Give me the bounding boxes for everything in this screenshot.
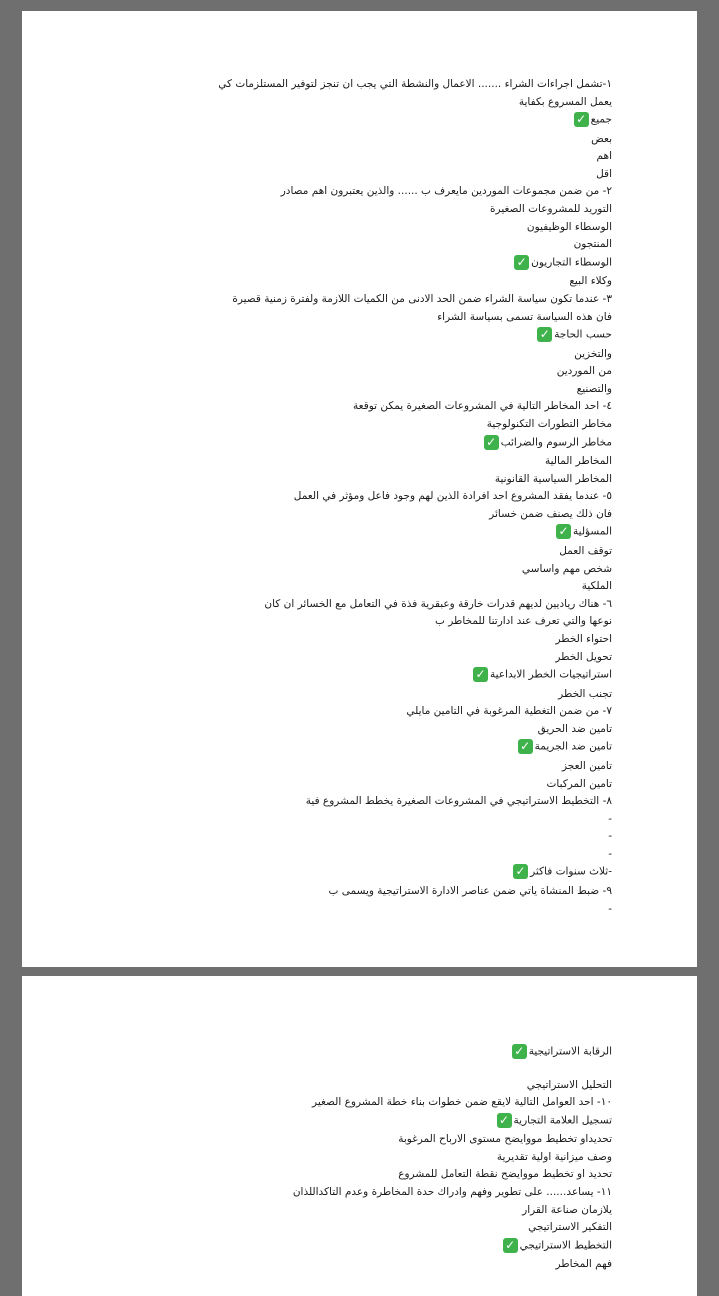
text-line (142, 1150, 612, 1165)
line-text: جميع (590, 113, 612, 126)
line-text: - (608, 902, 612, 915)
line-text: ٨- التخطيط الاستراتيجي في المشروعات الصغيرة يخطط المشروع فية (305, 795, 612, 808)
line-text: نوعها والتي تعرف عند ادارتنا للمخاطر ب (434, 615, 612, 628)
check-mark-icon: ✓ (513, 864, 528, 879)
line-text: تحويل الخطر (555, 650, 612, 663)
text-line (142, 579, 612, 594)
text-line (142, 1078, 612, 1093)
line-text: استراتيجيات الخطر الابداعية (489, 668, 612, 681)
text-line (142, 237, 612, 252)
correct-answer-line (142, 864, 612, 880)
text-line (142, 1132, 612, 1147)
line-text: احتواء الخطر (555, 632, 612, 645)
document-page-2 (22, 976, 697, 1296)
text-line (142, 1185, 612, 1200)
line-text: ٦- هناك رياديين لديهم قدرات خارقة وعبقرية فذة في التعامل مع الخسائر ان كان (264, 597, 612, 610)
line-text: وكلاء البيع (569, 275, 612, 288)
line-text: يعمل المسروع بكفاية (518, 95, 612, 108)
line-text: الرقابة الاستراتيجية (528, 1045, 612, 1058)
text-line (142, 722, 612, 737)
text-line (142, 829, 612, 844)
line-text: المنتجون (573, 238, 612, 251)
line-text: ١٠- احد العوامل التالية لايقع ضمن خطوات بناء خطة المشروع الصغير (312, 1096, 612, 1109)
line-text: فان ذلك يصنف ضمن خسائر (489, 507, 612, 520)
check-mark-icon: ✓ (518, 739, 533, 754)
text-line (142, 1257, 612, 1272)
blank-line (142, 1064, 612, 1078)
text-line (142, 95, 612, 110)
check-mark-icon: ✓ (497, 1113, 512, 1128)
line-text: شخص مهم واساسي (521, 562, 612, 575)
line-text: اهم (596, 150, 612, 163)
text-line (142, 184, 612, 199)
text-line (142, 472, 612, 487)
text-line (142, 220, 612, 235)
line-text: التفكير الاستراتيجي (528, 1221, 612, 1234)
line-text: المخاطر السياسية القانونية (494, 472, 612, 485)
line-text: مخاطر التطورات التكنولوجية (486, 418, 612, 430)
check-mark-icon: ✓ (574, 112, 589, 127)
correct-answer-line (142, 524, 612, 540)
correct-answer-line (142, 327, 612, 343)
correct-answer-line (142, 739, 612, 755)
text-line (142, 902, 612, 917)
line-text: تحديد او تخطيط مووايضح نقطة التعامل للمشروع (398, 1168, 612, 1181)
line-text: - (608, 812, 612, 825)
text-line (142, 777, 612, 792)
line-text: - (608, 830, 612, 843)
line-text: تسجيل العلامة التجارية (513, 1114, 612, 1127)
text-line (142, 847, 612, 862)
line-text: والتصنيع (576, 382, 612, 395)
check-mark-icon: ✓ (484, 435, 499, 450)
line-text: ٤- احد المخاطر التالية في المشروعات الصغيرة يمكن توقعة (353, 400, 612, 413)
line-text: تامين العجز (562, 759, 612, 772)
text-line (142, 614, 612, 629)
text-line (142, 292, 612, 307)
line-text: الوسطاء الوظيفيون (526, 220, 612, 233)
text-line (142, 1220, 612, 1235)
text-line (142, 1095, 612, 1110)
check-mark-icon: ✓ (503, 1238, 518, 1253)
text-line (142, 687, 612, 702)
correct-answer-line (142, 255, 612, 271)
text-line (142, 364, 612, 379)
text-line (142, 167, 612, 182)
text-line (142, 507, 612, 522)
line-text: فهم المخاطر (555, 1258, 612, 1271)
text-line (142, 454, 612, 469)
line-text: ١-تشمل اجراءات الشراء ....... الاعمال والنشطة التي يجب ان تنجز لتوفير المستلزمات كي (218, 78, 612, 90)
line-text: ٩- ضبط المنشاة ياتي ضمن عناصر الادارة الاستراتيجية ويسمى ب (328, 884, 612, 897)
line-text: ٧- من ضمن التغطية المرغوبة في التامين مايلي (406, 705, 612, 718)
text-line (142, 382, 612, 397)
text-line (142, 202, 612, 217)
check-mark-icon: ✓ (473, 667, 488, 682)
line-text: بعض (591, 132, 612, 145)
text-line (142, 650, 612, 665)
text-line (142, 704, 612, 719)
line-text: -ثلاث سنوات فاكثر (530, 865, 612, 878)
text-line (142, 399, 612, 414)
line-text: تامين المركبات (546, 777, 612, 790)
text-line (142, 884, 612, 899)
text-line (142, 597, 612, 612)
line-text: المسؤلية (573, 525, 612, 538)
correct-answer-line (142, 435, 612, 451)
correct-answer-line (142, 1113, 612, 1129)
correct-answer-line (142, 112, 612, 128)
line-text: يلازمان صناعة القرار (522, 1203, 612, 1216)
text-line (142, 544, 612, 559)
line-text: اقل (596, 167, 612, 180)
line-text: من الموردين (556, 365, 612, 378)
line-text: التخطيط الاستراتيجي (519, 1239, 612, 1252)
page-2-text (142, 1042, 612, 1275)
line-text: تامين ضد الحريق (537, 722, 612, 735)
correct-answer-line (142, 667, 612, 683)
line-text: والتخزين (574, 347, 612, 360)
line-text: ٣- عندما تكون سياسة الشراء ضمن الحد الادنى من الكميات اللازمة ولفترة زمنية قصيرة (232, 292, 612, 305)
text-line (142, 274, 612, 289)
text-line (142, 1203, 612, 1218)
check-mark-icon: ✓ (537, 327, 552, 342)
text-line (142, 347, 612, 362)
line-text: تحديداو تخطيط مووايضح مستوى الارباح المرغوبة (398, 1133, 612, 1146)
line-text: توقف العمل (559, 544, 612, 557)
text-line (142, 489, 612, 504)
line-text: تامين ضد الجريمة (534, 740, 612, 753)
text-line (142, 562, 612, 577)
document-page-1 (22, 11, 697, 967)
correct-answer-line (142, 1238, 612, 1254)
line-text: فان هذه السياسة تسمى بسياسة الشراء (437, 310, 612, 323)
line-text: المخاطر المالية (544, 455, 612, 468)
line-text: حسب الحاجة (554, 328, 612, 341)
text-line (142, 759, 612, 774)
check-mark-icon: ✓ (512, 1044, 527, 1059)
line-text: مخاطر الرسوم والضرائب (500, 436, 612, 449)
page-1-text (142, 77, 612, 919)
text-line (142, 794, 612, 809)
line-text: تجنب الخطر (558, 687, 612, 700)
line-text: ٥- عندما يفقد المشروع احد افرادة الذين لهم وجود فاعل ومؤثر في العمل (293, 490, 612, 503)
line-text: وصف ميزانية اولية تقديرية (496, 1150, 612, 1163)
text-line (142, 77, 612, 92)
line-text: التحليل الاستراتيجي (526, 1078, 612, 1091)
line-text: الوسطاء التجاريون (531, 256, 612, 269)
text-line (142, 132, 612, 147)
text-line (142, 417, 612, 432)
check-mark-icon: ✓ (556, 524, 571, 539)
line-text: الملكية (581, 580, 612, 593)
text-line (142, 149, 612, 164)
text-line (142, 310, 612, 325)
correct-answer-line (142, 1044, 612, 1060)
line-text: ٢- من ضمن مجموعات الموردين مايعرف ب ...... والذين يعتبرون اهم مصادر (280, 185, 612, 198)
text-line (142, 1167, 612, 1182)
line-text: ١١- يساعد...... على تطوير وفهم وادراك حدة المخاطرة وعدم التاكداللذان (292, 1185, 612, 1198)
line-text: التوريد للمشروعات الصغيرة (490, 203, 612, 216)
check-mark-icon: ✓ (514, 255, 529, 270)
text-line (142, 812, 612, 827)
line-text: - (608, 847, 612, 860)
text-line (142, 632, 612, 647)
